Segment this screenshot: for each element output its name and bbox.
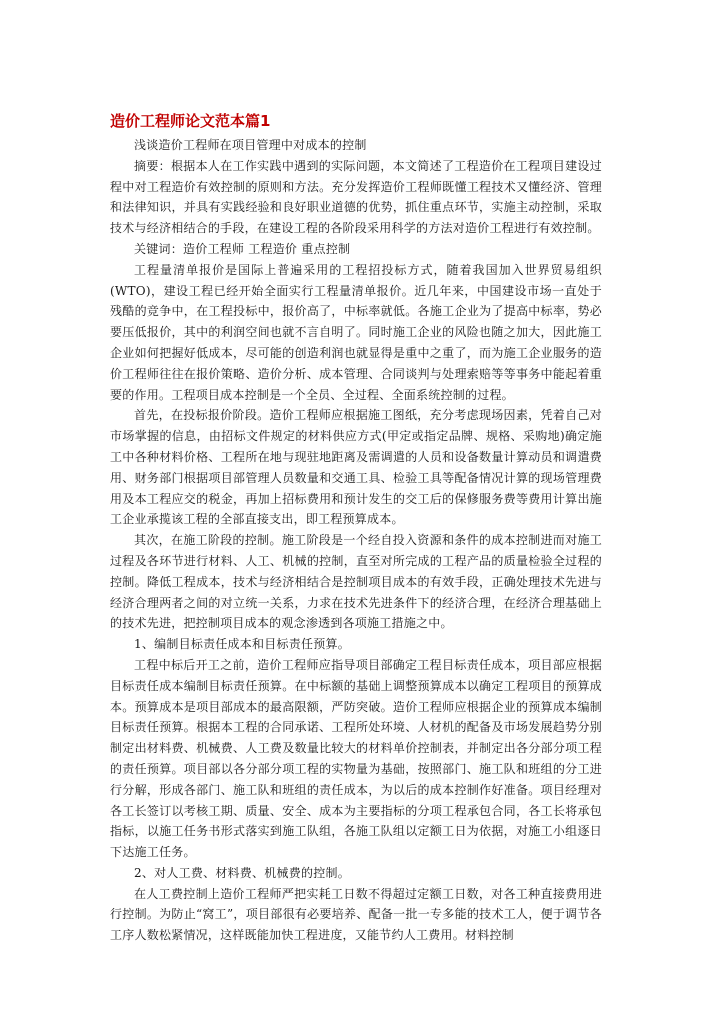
body-paragraph: 首先，在投标报价阶段。造价工程师应根据施工图纸，充分考虑现场因素，凭着自己对市场掌握的信息，由招标文件规定的材料供应方式(甲定或指定品牌、规格、采购地)确定施工中各种材料价格、工程所在地与现驻地距离及需调遣的人员和设备数量计算动员和调遣费用、财务部门根据项目部管理人员数量和交通工具、检验工具等配备情况计算的现场管理费用及本工程应交的税金，再加上招标费用和预计发生的交工后的保修服务费等费用计算出施工企业承揽该工程的全部直接支出，即工程预算成本。 xyxy=(110,408,602,527)
body-paragraph: 其次，在施工阶段的控制。施工阶段是一个经自投入资源和条件的成本控制进而对施工过程及各环节进行材料、人工、机械的控制，直至对所完成的工程产品的质量检验全过程的控制。降低工程成本，技术与经济相结合是控制项目成本的有效手段，正确处理技术先进与经济合理两者之间的对立统一关系，力求在技术先进条件下的经济合理，在经济合理基础上的技术先进，把控制项目成本的观念渗透到各项施工措施之中。 xyxy=(110,533,602,631)
body-paragraph: 工程中标后开工之前，造价工程师应指导项目部确定工程目标责任成本，项目部应根据目标责任成本编制目标责任预算。在中标额的基础上调整预算成本以确定工程项目的预算成本。预算成本是项目部成本的最高限额，严防突破。造价工程师应根据企业的预算成本编制目标责任预算。根据本工程的合同承诺、工程所处环境、人材机的配备及市场发展趋势分别制定出材料费、机械费、人工费及数量比较大的材料单价控制表，并制定出各分部分项工程的责任预算。项目部以各分部分项工程的实物量为基础，按照部门、施工队和班组的分工进行分解，形成各部门、施工队和班组的责任成本，为以后的成本控制作好准备。项目经理对各工长签订以考核工期、质量、安全、成本为主要指标的分项工程承包合同，各工长将承包指标，以施工任务书形式落实到施工队组，各施工队组以定额工日为依据，对施工小组逐日下达施工任务。 xyxy=(110,657,602,860)
body-paragraph: 工程量清单报价是国际上普遍采用的工程招投标方式，随着我国加入世界贸易组织(WTO)，建设工程已经开始全面实行工程量清单报价。近几年来，中国建设市场一直处于残酷的竞争中，在工程投标中，报价高了，中标率就低。各施工企业为了提高中标率，势必要压低报价，其中的利润空间也就不言自明了。同时施工企业的风险也随之加大，因此施工企业如何把握好低成本，尽可能的创造利润也就显得是重中之重了，而为施工企业服务的造价工程师往往在报价策略、造价分析、成本管理、合同谈判与处理索赔等等事务中能起着重要的作用。工程项目成本控制是一个全员、全过程、全面系统控制的过程。 xyxy=(110,262,602,402)
keywords-paragraph: 关键词：造价工程师 工程造价 重点控制 xyxy=(134,241,351,256)
document-title: 造价工程师论文范本篇1 xyxy=(110,112,271,130)
document-page xyxy=(110,110,602,946)
abstract-paragraph: 摘要：根据本人在工作实践中遇到的实际问题，本文简述了工程造价在工程项目建设过程中对工程造价有效控制的原则和方法。充分发挥造价工程师既懂工程技术又懂经济、管理和法律知识，并具有实践经验和良好职业道德的优势，抓住重点环节，实施主动控制，采取技术与经济相结合的手段，在建设工程的各阶段采用科学的方法对造价工程进行有效控制。 xyxy=(110,158,602,236)
subtitle-paragraph: 浅谈造价工程师在项目管理中对成本的控制 xyxy=(134,138,367,152)
body-paragraph: 在人工费控制上造价工程师严把实耗工日数不得超过定额工日数，对各工种直接费用进行控制。为防止“窝工”，项目部很有必要培养、配备一批一专多能的技术工人，便于调节各工序人数松紧情况，这样既能加快工程进度，又能节约人工费用。材料控制 xyxy=(110,886,602,943)
section-heading: 1、编制目标责任成本和目标责任预算。 xyxy=(134,637,350,652)
section-heading: 2、对人工费、材料费、机械费的控制。 xyxy=(134,865,350,880)
